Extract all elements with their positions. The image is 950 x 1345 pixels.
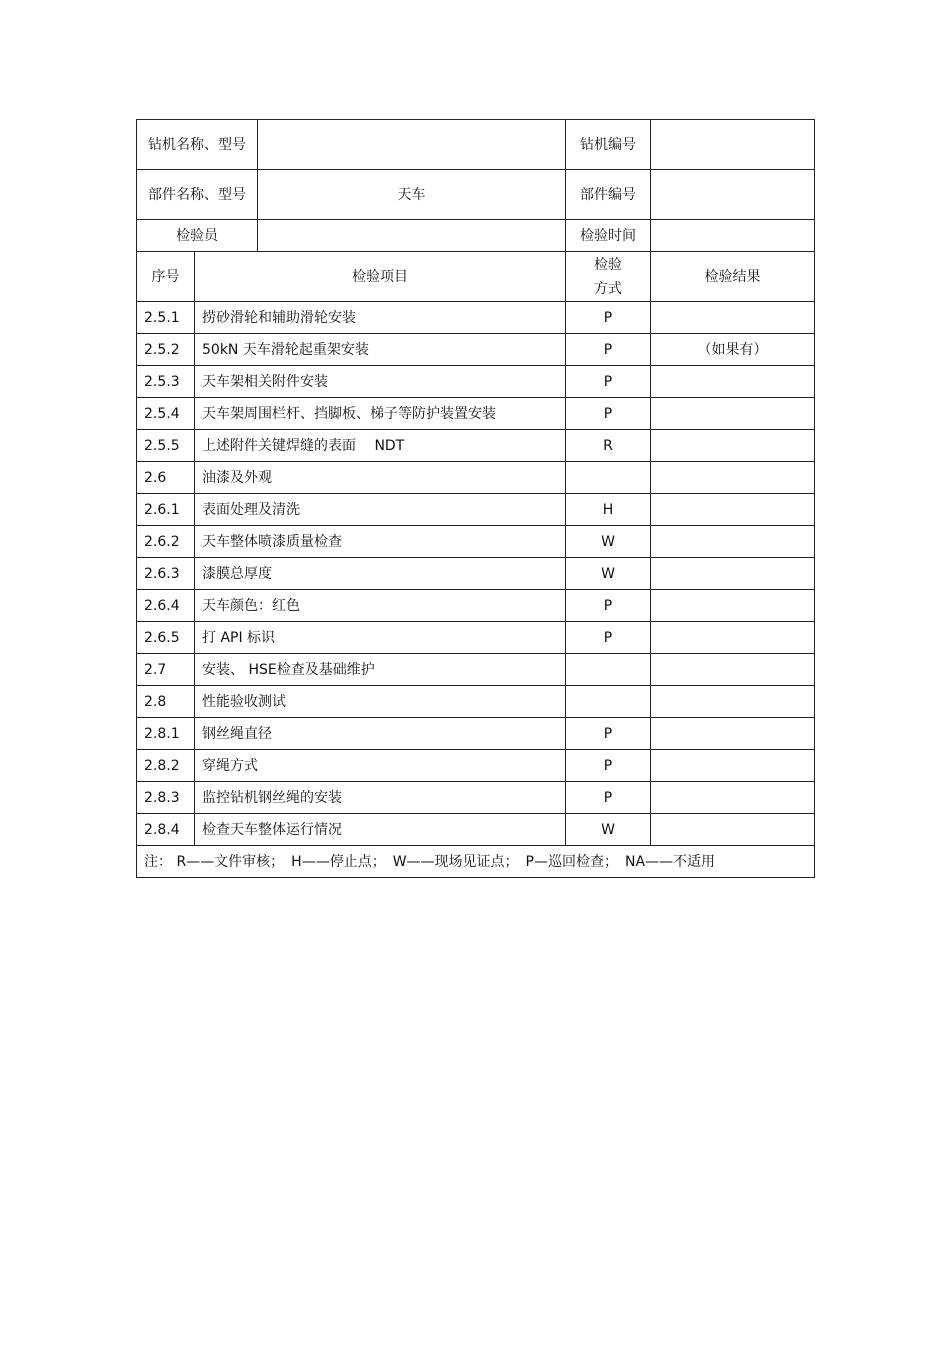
row-method bbox=[566, 654, 651, 686]
row-item: 捞砂滑轮和辅助滑轮安装 bbox=[195, 302, 566, 334]
row-seq: 2.6 bbox=[137, 462, 195, 494]
legend-note: 注： R——文件审核； H——停止点； W——现场见证点； P—巡回检查； NA——不适用 bbox=[137, 846, 815, 878]
rig-no-label: 钻机编号 bbox=[566, 120, 651, 170]
table-row bbox=[137, 366, 815, 398]
part-no-label: 部件编号 bbox=[566, 170, 651, 220]
row-method: P bbox=[566, 398, 651, 430]
table-row bbox=[137, 782, 815, 814]
col-header-item: 检验项目 bbox=[195, 252, 566, 302]
row-result[interactable] bbox=[651, 462, 815, 494]
rig-row bbox=[137, 120, 815, 170]
row-item: 50kN 天车滑轮起重架安装 bbox=[195, 334, 566, 366]
row-result[interactable] bbox=[651, 814, 815, 846]
table-row bbox=[137, 334, 815, 366]
table-row bbox=[137, 654, 815, 686]
row-seq: 2.5.4 bbox=[137, 398, 195, 430]
row-seq: 2.8.1 bbox=[137, 718, 195, 750]
rig-name-value[interactable] bbox=[258, 120, 566, 170]
row-method: P bbox=[566, 334, 651, 366]
part-no-value[interactable] bbox=[651, 170, 815, 220]
row-method: P bbox=[566, 750, 651, 782]
table-row bbox=[137, 622, 815, 654]
row-result[interactable] bbox=[651, 302, 815, 334]
row-method: P bbox=[566, 782, 651, 814]
row-result[interactable] bbox=[651, 526, 815, 558]
row-method: W bbox=[566, 558, 651, 590]
row-item: 油漆及外观 bbox=[195, 462, 566, 494]
row-result[interactable] bbox=[651, 782, 815, 814]
part-row bbox=[137, 170, 815, 220]
inspection-table bbox=[136, 119, 815, 878]
row-item: 表面处理及清洗 bbox=[195, 494, 566, 526]
row-item: 钢丝绳直径 bbox=[195, 718, 566, 750]
row-item: 天车架相关附件安装 bbox=[195, 366, 566, 398]
row-seq: 2.5.5 bbox=[137, 430, 195, 462]
col-header-seq: 序号 bbox=[137, 252, 195, 302]
row-item: 漆膜总厚度 bbox=[195, 558, 566, 590]
row-item: 天车架周围栏杆、挡脚板、梯子等防护装置安装 bbox=[195, 398, 566, 430]
inspection-sheet bbox=[136, 119, 814, 878]
legend-row bbox=[137, 846, 815, 878]
table-row bbox=[137, 590, 815, 622]
row-result[interactable]: （如果有） bbox=[651, 334, 815, 366]
table-row bbox=[137, 558, 815, 590]
row-seq: 2.7 bbox=[137, 654, 195, 686]
row-seq: 2.6.1 bbox=[137, 494, 195, 526]
row-result[interactable] bbox=[651, 686, 815, 718]
row-result[interactable] bbox=[651, 718, 815, 750]
inspect-time-value[interactable] bbox=[651, 220, 815, 252]
part-name-value[interactable]: 天车 bbox=[258, 170, 566, 220]
table-row bbox=[137, 430, 815, 462]
inspector-label: 检验员 bbox=[137, 220, 258, 252]
row-item: 安装、 HSE检查及基础维护 bbox=[195, 654, 566, 686]
table-row bbox=[137, 686, 815, 718]
row-result[interactable] bbox=[651, 590, 815, 622]
row-seq: 2.8.3 bbox=[137, 782, 195, 814]
rig-no-value[interactable] bbox=[651, 120, 815, 170]
row-result[interactable] bbox=[651, 494, 815, 526]
row-seq: 2.8 bbox=[137, 686, 195, 718]
row-item: 性能验收测试 bbox=[195, 686, 566, 718]
table-row bbox=[137, 302, 815, 334]
inspector-row bbox=[137, 220, 815, 252]
row-method: W bbox=[566, 526, 651, 558]
inspect-time-label: 检验时间 bbox=[566, 220, 651, 252]
row-seq: 2.6.5 bbox=[137, 622, 195, 654]
row-seq: 2.6.4 bbox=[137, 590, 195, 622]
row-result[interactable] bbox=[651, 750, 815, 782]
row-seq: 2.6.3 bbox=[137, 558, 195, 590]
table-row bbox=[137, 750, 815, 782]
col-header-method: 检验方式 bbox=[566, 252, 651, 302]
row-seq: 2.5.2 bbox=[137, 334, 195, 366]
row-item: 天车整体喷漆质量检查 bbox=[195, 526, 566, 558]
table-row bbox=[137, 814, 815, 846]
row-result[interactable] bbox=[651, 558, 815, 590]
column-header-row bbox=[137, 252, 815, 302]
table-row bbox=[137, 398, 815, 430]
inspector-value[interactable] bbox=[258, 220, 566, 252]
table-row bbox=[137, 718, 815, 750]
row-method: R bbox=[566, 430, 651, 462]
row-item: 上述附件关键焊缝的表面 NDT bbox=[195, 430, 566, 462]
row-method: P bbox=[566, 590, 651, 622]
row-seq: 2.8.4 bbox=[137, 814, 195, 846]
table-row bbox=[137, 462, 815, 494]
row-result[interactable] bbox=[651, 430, 815, 462]
row-seq: 2.5.1 bbox=[137, 302, 195, 334]
row-method: P bbox=[566, 718, 651, 750]
row-item: 监控钻机钢丝绳的安装 bbox=[195, 782, 566, 814]
row-result[interactable] bbox=[651, 622, 815, 654]
row-result[interactable] bbox=[651, 366, 815, 398]
row-seq: 2.5.3 bbox=[137, 366, 195, 398]
col-header-result: 检验结果 bbox=[651, 252, 815, 302]
row-method: P bbox=[566, 366, 651, 398]
rig-name-label: 钻机名称、型号 bbox=[137, 120, 258, 170]
row-seq: 2.6.2 bbox=[137, 526, 195, 558]
table-row bbox=[137, 526, 815, 558]
row-method: P bbox=[566, 302, 651, 334]
row-result[interactable] bbox=[651, 654, 815, 686]
row-item: 天车颜色：红色 bbox=[195, 590, 566, 622]
row-item: 打 API 标识 bbox=[195, 622, 566, 654]
row-item: 检查天车整体运行情况 bbox=[195, 814, 566, 846]
part-name-label: 部件名称、型号 bbox=[137, 170, 258, 220]
row-method: P bbox=[566, 622, 651, 654]
row-method: W bbox=[566, 814, 651, 846]
row-method bbox=[566, 686, 651, 718]
table-row bbox=[137, 494, 815, 526]
row-result[interactable] bbox=[651, 398, 815, 430]
row-seq: 2.8.2 bbox=[137, 750, 195, 782]
row-item: 穿绳方式 bbox=[195, 750, 566, 782]
row-method bbox=[566, 462, 651, 494]
row-method: H bbox=[566, 494, 651, 526]
